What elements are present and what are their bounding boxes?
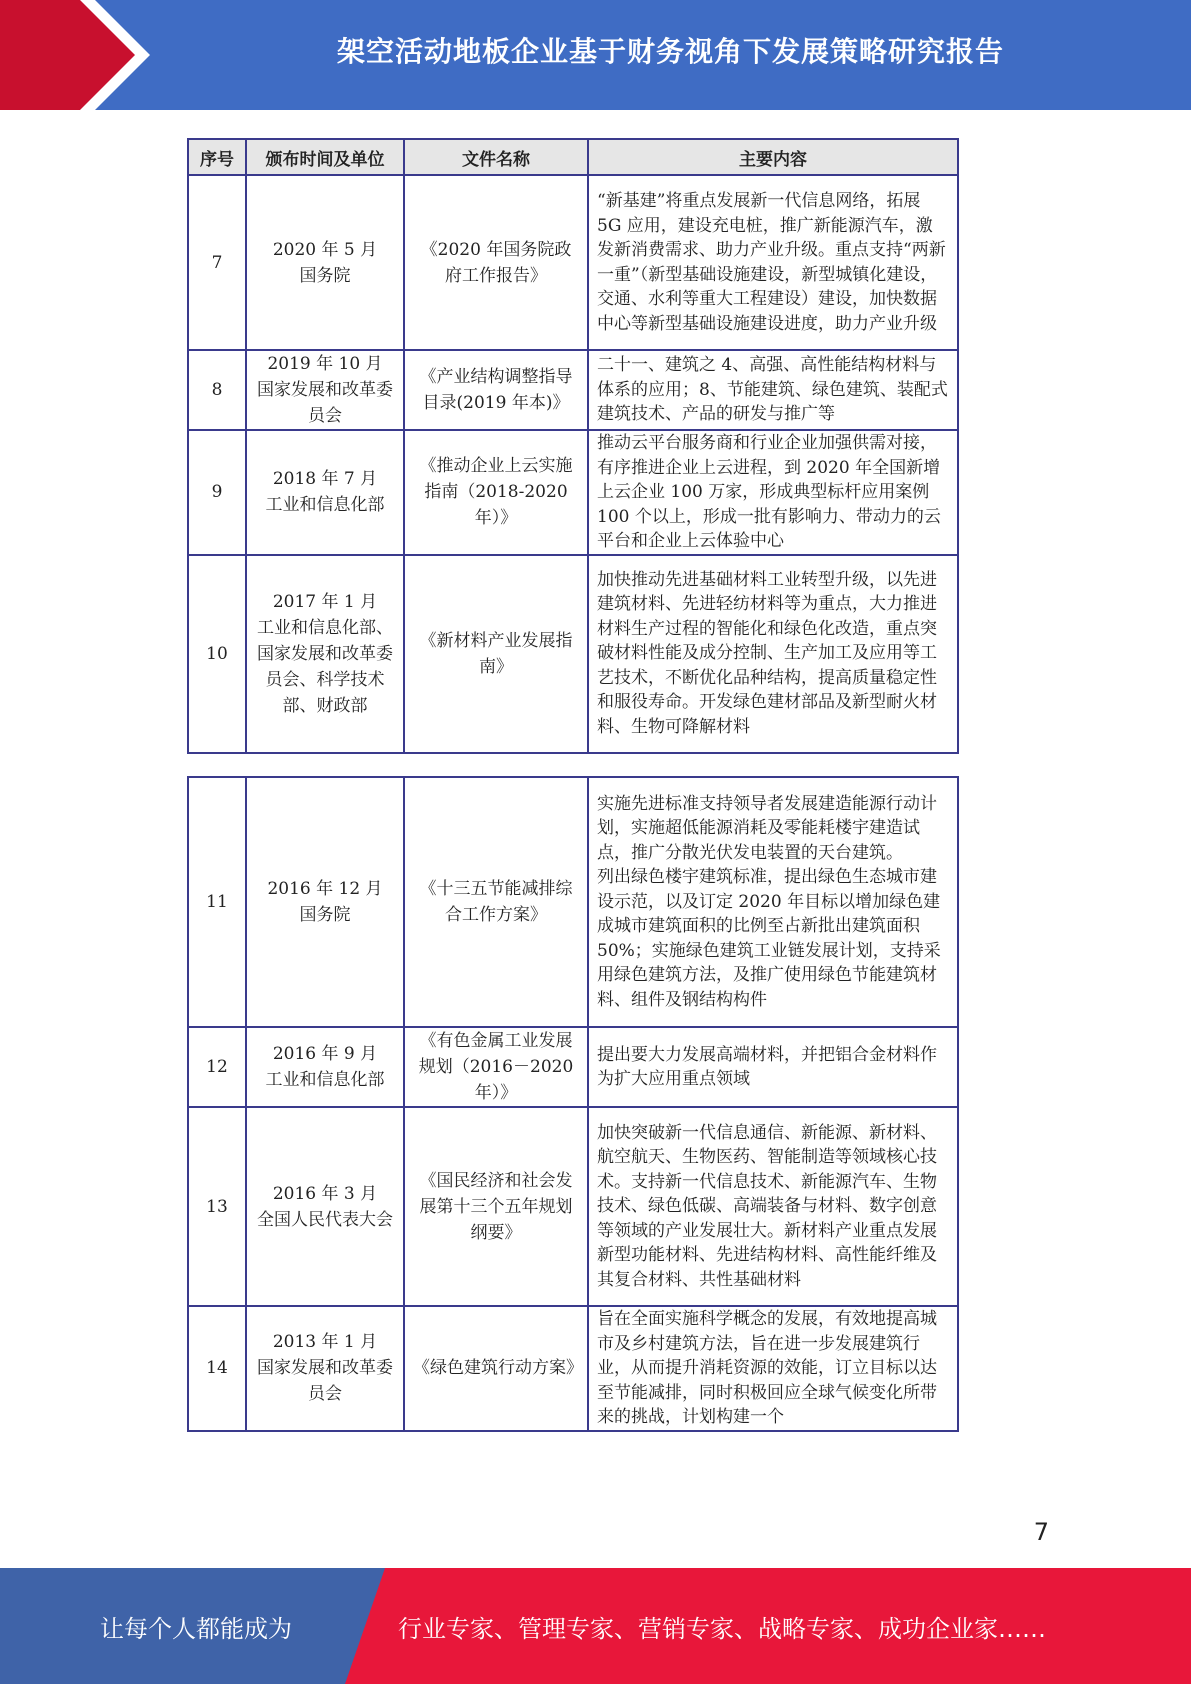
issue-date: 2013 年 1 月	[272, 1332, 378, 1353]
table-row	[188, 430, 958, 555]
issue-date-org	[246, 1306, 404, 1431]
issuing-org: 国家发展和改革委员会	[257, 1358, 393, 1405]
row-number: 13	[188, 1107, 246, 1306]
issue-date-org	[246, 1107, 404, 1306]
document-name: 《十三五节能减排综合工作方案》	[404, 777, 588, 1027]
issue-date: 2018 年 7 月	[272, 469, 378, 490]
document-name: 《新材料产业发展指南》	[404, 555, 588, 753]
table-header-row	[188, 139, 958, 175]
table-row	[188, 1107, 958, 1306]
row-number: 12	[188, 1027, 246, 1107]
table-row	[188, 1027, 958, 1107]
document-name: 《2020 年国务院政府工作报告》	[404, 175, 588, 350]
page-footer	[0, 1568, 1191, 1684]
column-header-content: 主要内容	[588, 139, 958, 175]
main-content: 提出要大力发展高端材料，并把铝合金材料作为扩大应用重点领域	[588, 1027, 958, 1107]
footer-slogan-left: 让每个人都能成为	[100, 1614, 292, 1643]
main-content-paragraph: 列出绿色楼宇建筑标准，提出绿色生态城市建设示范，以及订定 2020 年目标以增加绿色建成城市建筑面积的比例至占新批出建筑面积 50%；实施绿色建筑工业链发展计划，支持采用绿色建筑方法，及推广使用绿色节能建筑材料、组件及钢结构构件	[597, 867, 941, 1010]
table-row	[188, 1306, 958, 1431]
issue-date-org	[246, 175, 404, 350]
issue-date-org	[246, 555, 404, 753]
table-row	[188, 777, 958, 1027]
main-content: 推动云平台服务商和行业企业加强供需对接，有序推进企业上云进程，到 2020 年全国新增上云企业 100 万家，形成典型标杆应用案例 100 个以上，形成一批有影响力、带动力的云平台和企业上云体验中心	[588, 430, 958, 555]
document-name: 《产业结构调整指导目录(2019 年本)》	[404, 350, 588, 430]
report-title: 架空活动地板企业基于财务视角下发展策略研究报告	[336, 35, 1004, 68]
issuing-org: 国家发展和改革委员会	[257, 380, 393, 426]
policy-table-part-1	[187, 138, 959, 754]
issuing-org: 工业和信息化部	[265, 1070, 385, 1090]
page-number: 7	[1033, 1518, 1049, 1546]
footer-slogan-right: 行业专家、管理专家、营销专家、战略专家、成功企业家……	[398, 1614, 1046, 1643]
issue-date: 2020 年 5 月	[272, 239, 378, 260]
issuing-org: 工业和信息化部	[265, 495, 385, 516]
issue-date: 2016 年 12 月	[267, 879, 383, 899]
main-content: “新基建”将重点发展新一代信息网络，拓展 5G 应用，建设充电桩，推广新能源汽车，激发新消费需求、助力产业升级。重点支持“两新一重”（新型基础设施建设，新型城镇化建设，交通、水利等重大工程建设）建设，加快数据中心等新型基础设施建设进度，助力产业升级	[588, 175, 958, 350]
policy-table-part-2	[187, 776, 959, 1432]
main-content-paragraph: 实施先进标准支持领导者发展建造能源行动计划，实施超低能源消耗及零能耗楼宇建造试点，推广分散光伏发电装置的天台建筑。	[597, 793, 937, 863]
issuing-org: 全国人民代表大会	[257, 1209, 393, 1230]
issue-date: 2019 年 10 月	[267, 354, 383, 374]
issue-date-org	[246, 430, 404, 555]
row-number: 8	[188, 350, 246, 430]
issue-date: 2016 年 9 月	[272, 1044, 378, 1064]
issue-date: 2017 年 1 月	[272, 591, 378, 612]
document-name: 《国民经济和社会发展第十三个五年规划纲要》	[404, 1107, 588, 1306]
row-number: 14	[188, 1306, 246, 1431]
issue-date-org	[246, 350, 404, 430]
issuing-org: 国务院	[299, 905, 351, 925]
row-number: 11	[188, 777, 246, 1027]
table-row	[188, 350, 958, 430]
document-name: 《有色金属工业发展规划（2016－2020 年）》	[404, 1027, 588, 1107]
issue-date-org	[246, 777, 404, 1027]
column-header-no: 序号	[188, 139, 246, 175]
column-header-doc-name: 文件名称	[404, 139, 588, 175]
main-content: 二十一、建筑之 4、高强、高性能结构材料与体系的应用；8、节能建筑、绿色建筑、装配式建筑技术、产品的研发与推广等	[588, 350, 958, 430]
row-number: 10	[188, 555, 246, 753]
document-name: 《推动企业上云实施指南（2018-2020 年）》	[404, 430, 588, 555]
document-name: 《绿色建筑行动方案》	[404, 1306, 588, 1431]
issuing-org: 国务院	[299, 265, 351, 286]
main-content: 加快推动先进基础材料工业转型升级，以先进建筑材料、先进轻纺材料等为重点，大力推进材料生产过程的智能化和绿色化改造，重点突破材料性能及成分控制、生产加工及应用等工艺技术，不断优化品种结构，提高质量稳定性和服役寿命。开发绿色建材部品及新型耐火材料、生物可降解材料	[588, 555, 958, 753]
table-row	[188, 175, 958, 350]
column-header-date-org: 颁布时间及单位	[246, 139, 404, 175]
page-header	[0, 0, 1191, 110]
issue-date-org	[246, 1027, 404, 1107]
issuing-org: 工业和信息化部、国家发展和改革委员会、科学技术部、财政部	[257, 617, 393, 716]
main-content: 加快突破新一代信息通信、新能源、新材料、航空航天、生物医药、智能制造等领域核心技术。支持新一代信息技术、新能源汽车、生物技术、绿色低碳、高端装备与材料、数字创意等领域的产业发展壮大。新材料产业重点发展新型功能材料、先进结构材料、高性能纤维及其复合材料、共性基础材料	[588, 1107, 958, 1306]
main-content	[588, 777, 958, 1027]
row-number: 9	[188, 430, 246, 555]
row-number: 7	[188, 175, 246, 350]
main-content: 旨在全面实施科学概念的发展，有效地提高城市及乡村建筑方法，旨在进一步发展建筑行业，从而提升消耗资源的效能，订立目标以达至节能减排，同时积极回应全球气候变化所带来的挑战，计划构建一个	[588, 1306, 958, 1431]
table-row	[188, 555, 958, 753]
issue-date: 2016 年 3 月	[272, 1183, 378, 1204]
